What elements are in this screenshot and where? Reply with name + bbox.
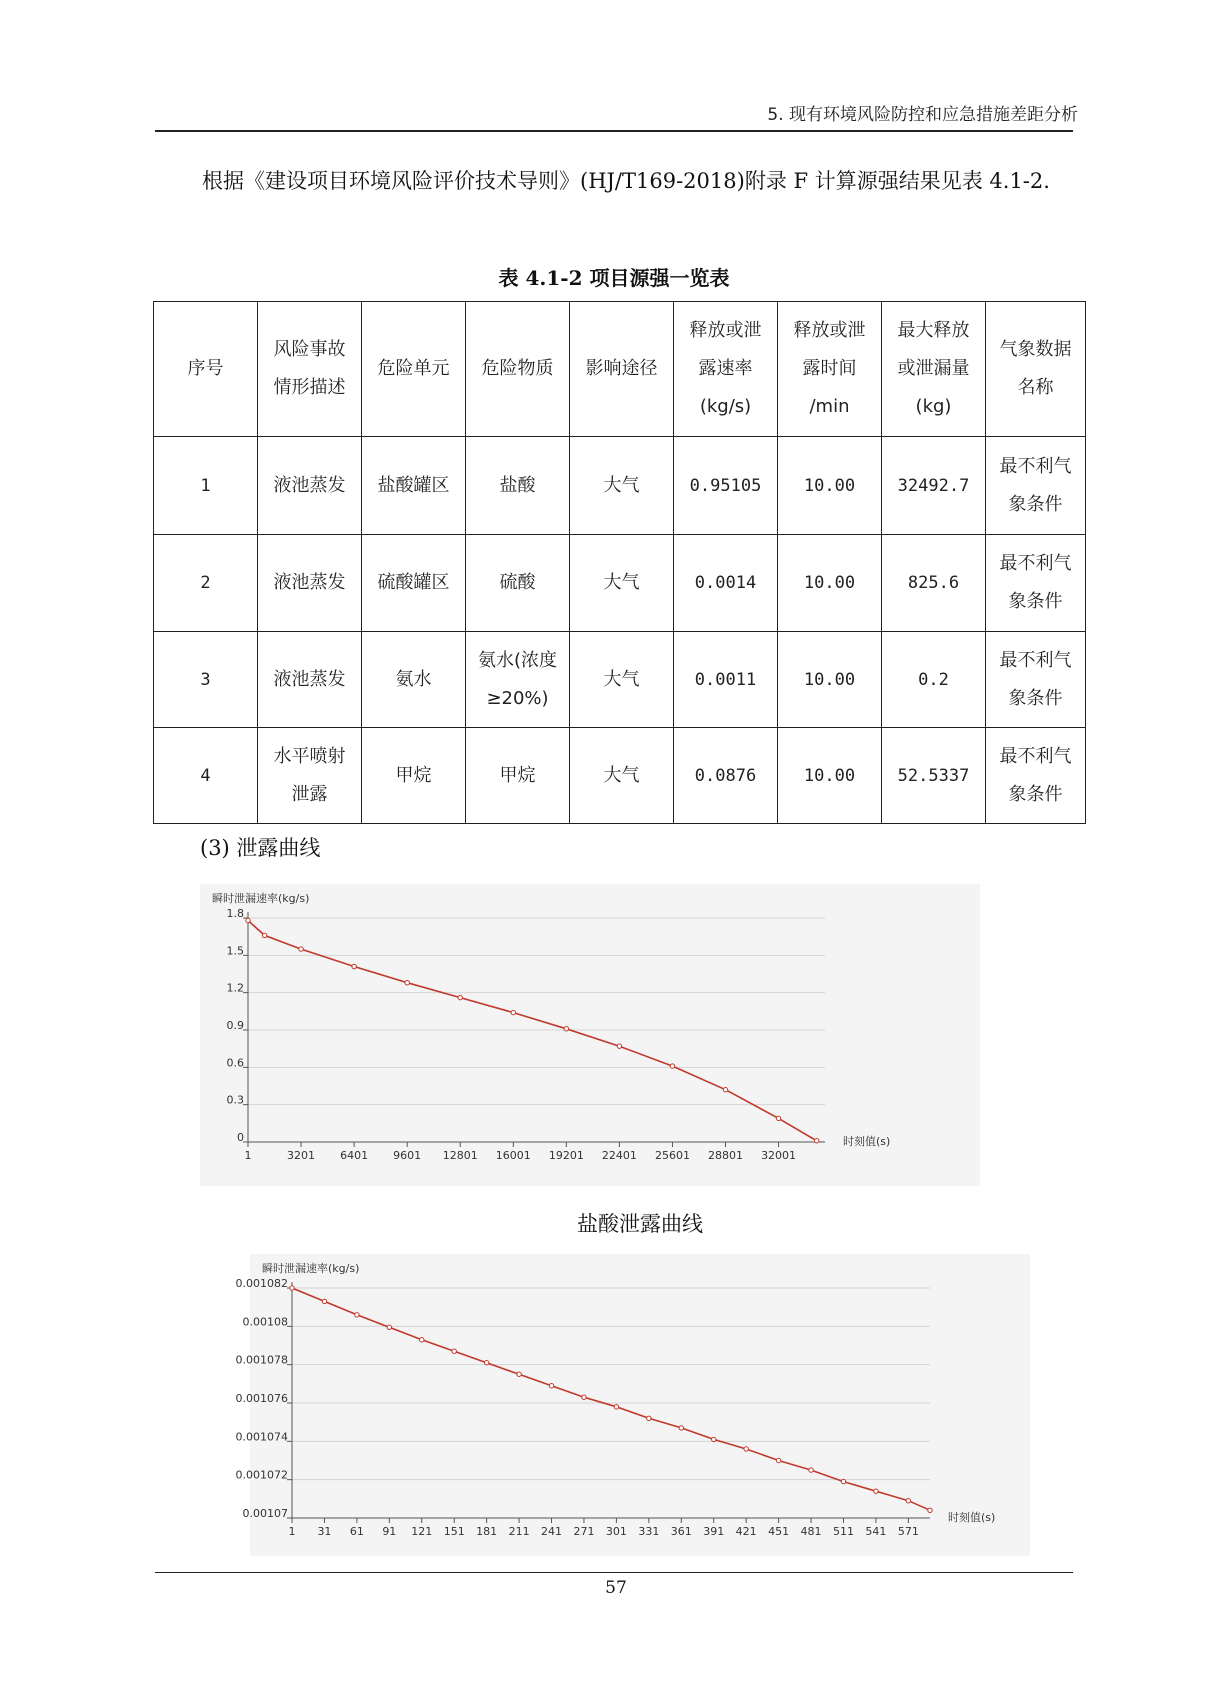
x-tick-label: 241 bbox=[541, 1525, 563, 1538]
cell-rate: 0.95105 bbox=[674, 437, 778, 535]
cell-amount: 32492.7 bbox=[882, 437, 986, 535]
x-tick-label: 32001 bbox=[761, 1149, 797, 1162]
data-point bbox=[723, 1088, 727, 1092]
y-tick-label: 1.5 bbox=[226, 944, 244, 958]
section-heading: (3) 泄露曲线 bbox=[200, 836, 321, 860]
x-tick-label: 361 bbox=[670, 1525, 692, 1538]
header-no: 序号 bbox=[154, 302, 258, 437]
y-tick-label: 0.001082 bbox=[235, 1277, 288, 1290]
data-point bbox=[246, 918, 250, 922]
x-tick-label: 151 bbox=[443, 1525, 465, 1538]
cell-scenario: 液池蒸发 bbox=[258, 535, 362, 632]
x-tick-label: 25601 bbox=[654, 1149, 690, 1162]
data-point bbox=[355, 1313, 359, 1317]
data-point bbox=[517, 1372, 521, 1376]
x-axis-label: 时刻值(s) bbox=[948, 1511, 996, 1524]
y-axis-label: 瞬时泄漏速率(kg/s) bbox=[212, 892, 310, 905]
page-number: 57 bbox=[605, 1578, 627, 1598]
y-tick-label: 0.001074 bbox=[235, 1430, 288, 1444]
chart-caption: 盐酸泄露曲线 bbox=[577, 1212, 703, 1236]
y-tick-label: 1.2 bbox=[226, 981, 244, 995]
data-point bbox=[262, 933, 266, 937]
cell-weather: 最不利气 象条件 bbox=[986, 437, 1086, 535]
data-point bbox=[670, 1064, 674, 1068]
data-point bbox=[420, 1338, 424, 1342]
cell-substance: 氨水(浓度 ≥20%) bbox=[466, 632, 570, 728]
cell-duration: 10.00 bbox=[778, 728, 882, 824]
x-tick-label: 541 bbox=[865, 1525, 887, 1538]
x-tick-label: 271 bbox=[573, 1525, 595, 1538]
data-point bbox=[290, 1286, 294, 1290]
chart-2-svg bbox=[235, 1254, 1030, 1556]
data-point bbox=[299, 947, 303, 951]
header-rate: 释放或泄 露速率 (kg/s) bbox=[674, 302, 778, 437]
data-point bbox=[712, 1437, 716, 1441]
data-point bbox=[452, 1349, 456, 1353]
header-weather: 气象数据 名称 bbox=[986, 302, 1086, 437]
cell-scenario: 水平喷射 泄露 bbox=[258, 728, 362, 824]
x-tick-label: 1 bbox=[288, 1525, 296, 1538]
data-point bbox=[549, 1384, 553, 1388]
cell-weather: 最不利气 象条件 bbox=[986, 728, 1086, 824]
cell-rate: 0.0876 bbox=[674, 728, 778, 824]
data-point bbox=[776, 1458, 780, 1462]
data-point bbox=[511, 1010, 515, 1014]
data-point bbox=[906, 1499, 910, 1503]
chart-1-svg bbox=[200, 884, 980, 1186]
y-tick-label: 0.001076 bbox=[235, 1392, 288, 1405]
x-tick-label: 3201 bbox=[287, 1149, 316, 1162]
x-tick-label: 511 bbox=[832, 1525, 854, 1538]
cell-unit: 硫酸罐区 bbox=[362, 535, 466, 632]
y-tick-label: 0.3 bbox=[226, 1093, 244, 1107]
series-line bbox=[248, 921, 817, 1141]
x-tick-label: 9601 bbox=[393, 1149, 422, 1162]
y-tick-label: 0.9 bbox=[226, 1019, 244, 1032]
x-tick-label: 16001 bbox=[495, 1149, 531, 1162]
y-tick-label: 0.00107 bbox=[242, 1507, 288, 1520]
cell-substance: 甲烷 bbox=[466, 728, 570, 824]
y-axis-label: 瞬时泄漏速率(kg/s) bbox=[262, 1262, 360, 1275]
cell-pathway: 大气 bbox=[570, 535, 674, 632]
cell-pathway: 大气 bbox=[570, 728, 674, 824]
chart-leak-rate-1 bbox=[200, 884, 980, 1186]
y-tick-label: 1.8 bbox=[226, 907, 244, 920]
header-substance: 危险物质 bbox=[466, 302, 570, 437]
cell-duration: 10.00 bbox=[778, 535, 882, 632]
cell-rate: 0.0014 bbox=[674, 535, 778, 632]
footer-divider bbox=[155, 1572, 1073, 1573]
data-point bbox=[352, 964, 356, 968]
intro-paragraph: 根据《建设项目环境风险评价技术导则》(HJ/T169-2018)附录 F 计算源强结果见表 4.1-2. bbox=[202, 169, 1050, 193]
x-tick-label: 19201 bbox=[548, 1149, 584, 1162]
header-amount: 最大释放 或泄漏量 (kg) bbox=[882, 302, 986, 437]
data-point bbox=[814, 1139, 818, 1143]
cell-unit: 氨水 bbox=[362, 632, 466, 728]
table-header-row bbox=[154, 302, 1086, 437]
cell-unit: 盐酸罐区 bbox=[362, 437, 466, 535]
cell-substance: 盐酸 bbox=[466, 437, 570, 535]
x-tick-label: 331 bbox=[638, 1525, 660, 1538]
x-tick-label: 1 bbox=[244, 1149, 252, 1162]
y-tick-label: 0.001072 bbox=[235, 1468, 288, 1482]
header-unit: 危险单元 bbox=[362, 302, 466, 437]
x-tick-label: 61 bbox=[349, 1525, 364, 1538]
x-tick-label: 301 bbox=[605, 1525, 627, 1538]
cell-unit: 甲烷 bbox=[362, 728, 466, 824]
x-tick-label: 571 bbox=[897, 1525, 919, 1538]
cell-substance: 硫酸 bbox=[466, 535, 570, 632]
x-tick-label: 12801 bbox=[442, 1149, 478, 1162]
x-tick-label: 451 bbox=[768, 1525, 790, 1538]
data-point bbox=[647, 1416, 651, 1420]
header-divider bbox=[155, 130, 1073, 132]
cell-weather: 最不利气 象条件 bbox=[986, 535, 1086, 632]
header-scenario: 风险事故 情形描述 bbox=[258, 302, 362, 437]
table-caption: 表 4.1-2 项目源强一览表 bbox=[498, 266, 730, 290]
x-tick-label: 211 bbox=[508, 1525, 530, 1538]
data-point bbox=[387, 1325, 391, 1329]
data-point bbox=[809, 1468, 813, 1472]
x-tick-label: 91 bbox=[382, 1525, 397, 1538]
cell-no: 1 bbox=[154, 437, 258, 535]
data-point bbox=[614, 1405, 618, 1409]
data-point bbox=[582, 1395, 586, 1399]
x-axis-label: 时刻值(s) bbox=[843, 1135, 891, 1148]
table-row bbox=[154, 535, 1086, 632]
cell-duration: 10.00 bbox=[778, 437, 882, 535]
header-duration: 释放或泄 露时间 /min bbox=[778, 302, 882, 437]
cell-scenario: 液池蒸发 bbox=[258, 437, 362, 535]
y-tick-label: 0.001078 bbox=[235, 1353, 288, 1367]
data-point bbox=[458, 995, 462, 999]
header-pathway: 影响途径 bbox=[570, 302, 674, 437]
data-point bbox=[841, 1479, 845, 1483]
cell-weather: 最不利气 象条件 bbox=[986, 632, 1086, 728]
cell-amount: 825.6 bbox=[882, 535, 986, 632]
cell-amount: 0.2 bbox=[882, 632, 986, 728]
x-tick-label: 481 bbox=[800, 1525, 822, 1538]
data-point bbox=[405, 981, 409, 985]
cell-pathway: 大气 bbox=[570, 632, 674, 728]
cell-pathway: 大气 bbox=[570, 437, 674, 535]
data-point bbox=[928, 1508, 932, 1512]
cell-scenario: 液池蒸发 bbox=[258, 632, 362, 728]
cell-amount: 52.5337 bbox=[882, 728, 986, 824]
x-tick-label: 391 bbox=[703, 1525, 725, 1538]
y-tick-label: 0.00108 bbox=[242, 1315, 288, 1329]
table-row bbox=[154, 728, 1086, 824]
data-point bbox=[679, 1426, 683, 1430]
x-tick-label: 121 bbox=[411, 1525, 433, 1538]
cell-no: 2 bbox=[154, 535, 258, 632]
x-tick-label: 28801 bbox=[708, 1149, 744, 1162]
table-row bbox=[154, 437, 1086, 535]
x-tick-label: 22401 bbox=[601, 1149, 637, 1162]
y-tick-label: 0.6 bbox=[226, 1056, 244, 1070]
running-header: 5. 现有环境风险防控和应急措施差距分析 bbox=[767, 105, 1078, 125]
cell-rate: 0.0011 bbox=[674, 632, 778, 728]
x-tick-label: 181 bbox=[476, 1525, 498, 1538]
x-tick-label: 6401 bbox=[340, 1149, 369, 1162]
cell-no: 3 bbox=[154, 632, 258, 728]
data-point bbox=[322, 1299, 326, 1303]
data-point bbox=[484, 1361, 488, 1365]
cell-duration: 10.00 bbox=[778, 632, 882, 728]
data-point bbox=[776, 1116, 780, 1120]
chart-leak-rate-2 bbox=[235, 1254, 1030, 1556]
y-tick-label: 0 bbox=[237, 1131, 244, 1144]
x-tick-label: 421 bbox=[735, 1525, 757, 1538]
series-line bbox=[292, 1288, 930, 1510]
data-point bbox=[564, 1027, 568, 1031]
data-point bbox=[617, 1044, 621, 1048]
data-point bbox=[744, 1447, 748, 1451]
cell-no: 4 bbox=[154, 728, 258, 824]
table-row bbox=[154, 632, 1086, 728]
data-point bbox=[874, 1489, 878, 1493]
source-strength-table bbox=[153, 301, 1086, 824]
x-tick-label: 31 bbox=[317, 1525, 332, 1538]
